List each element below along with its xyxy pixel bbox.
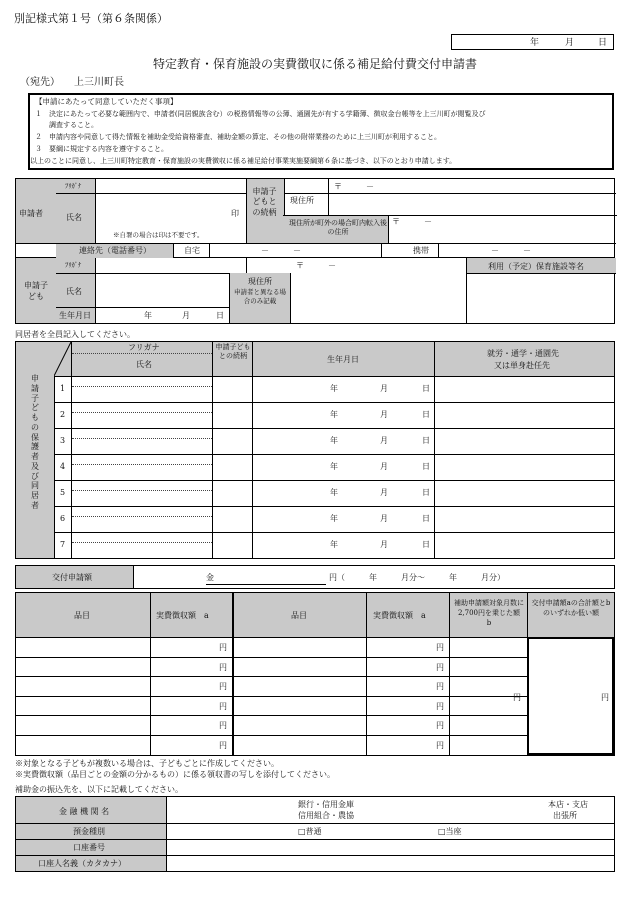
cohabitant-row[interactable] — [54, 480, 614, 507]
contact-label: 連絡先（電話番号） — [79, 246, 151, 255]
name-label: 氏名 — [66, 213, 82, 222]
corner-diagonal — [54, 342, 71, 376]
date-box[interactable] — [451, 34, 614, 50]
child-section — [15, 258, 615, 324]
row-month: 月 — [380, 410, 388, 419]
applicant-section — [15, 178, 615, 258]
item-yen-2: 円 — [436, 682, 444, 692]
item-row[interactable] — [16, 735, 527, 755]
row-year: 年 — [330, 384, 338, 393]
cohabitant-note: 同居者を全員記入してください。 — [15, 330, 135, 339]
row-number: 3 — [60, 436, 66, 445]
furigana-divider — [72, 542, 212, 543]
facility-label: 利用（予定）保育施設等名 — [488, 262, 584, 271]
child-label: 申請子ども — [24, 281, 48, 302]
applied-amount-box[interactable] — [527, 637, 614, 755]
child-address-label: 現住所 — [248, 277, 272, 286]
address-label: 現住所 — [290, 196, 314, 205]
date-day: 日 — [598, 38, 608, 48]
seal-mark: 印 — [231, 209, 239, 218]
row-month: 月 — [380, 488, 388, 497]
bank-intro: 補助金の振込先を、以下に記載してください。 — [15, 785, 183, 794]
col-work: 就労・通学・通園先 — [487, 349, 559, 358]
cohabitant-table — [15, 341, 615, 559]
item-row[interactable] — [16, 676, 527, 697]
date-month: 月 — [565, 38, 575, 48]
cohabitant-side-label: 申請子どもの保護者及び同居者 — [31, 374, 39, 510]
form-number: 別記様式第１号（第６条関係） — [14, 12, 168, 25]
toza-checkbox[interactable]: □当座 — [438, 827, 462, 836]
col-subsidy: 補助申請額対象月数に2,700円を乗じた額 b — [454, 599, 528, 627]
mobile-label: 携帯 — [413, 246, 429, 255]
bank-types-1: 銀行・信用金庫 — [298, 800, 354, 809]
branch-types-2: 出張所 — [553, 811, 577, 820]
item-yen-1: 円 — [219, 682, 227, 692]
subsidy-yen: 円 — [513, 693, 521, 702]
item-yen-1: 円 — [219, 721, 227, 731]
deposit-type-label: 預金種別 — [73, 827, 105, 836]
row-day: 日 — [422, 462, 430, 471]
col-birth: 生年月日 — [327, 355, 359, 364]
amount-kin: 金 — [206, 573, 214, 582]
row-year: 年 — [330, 488, 338, 497]
birth-month: 月 — [182, 311, 190, 320]
address-postal[interactable]: 〒 － — [334, 182, 374, 191]
note-1: ※対象となる子どもが複数いる場合は、子どもごとに作成してください。 — [15, 759, 279, 768]
row-day: 日 — [422, 488, 430, 497]
col-name: 氏名 — [136, 360, 152, 369]
furigana-divider — [72, 490, 212, 491]
item-yen-1: 円 — [219, 643, 227, 652]
furigana-divider — [72, 386, 212, 387]
birth-day: 日 — [216, 311, 224, 320]
home-phone[interactable]: － － — [261, 246, 301, 255]
row-month: 月 — [380, 540, 388, 549]
col-relation: 申請子どもとの続柄 — [215, 343, 251, 361]
row-day: 日 — [422, 436, 430, 445]
row-day: 日 — [422, 410, 430, 419]
furigana-divider — [72, 516, 212, 517]
row-year: 年 — [330, 410, 338, 419]
cohabitant-row[interactable] — [54, 506, 614, 533]
relation-label: 申請子どもとの続柄 — [252, 187, 277, 217]
item-yen-1: 円 — [219, 662, 227, 672]
out-of-town-postal[interactable]: 〒 － — [392, 217, 432, 226]
consent-item: 調査すること。 — [35, 121, 98, 129]
child-postal[interactable]: 〒 － — [296, 261, 336, 270]
futsu-checkbox[interactable]: □普通 — [298, 827, 322, 836]
amount-label: 交付申請額 — [52, 573, 92, 582]
consent-item: ３ 要綱に規定する内容を遵守すること。 — [35, 145, 168, 153]
consent-heading: 【申請にあたって同意していただく事項】 — [35, 97, 178, 106]
row-day: 日 — [422, 540, 430, 549]
child-name-label: 氏名 — [66, 287, 82, 296]
account-number-label: 口座番号 — [73, 843, 105, 852]
birth-year: 年 — [144, 311, 152, 320]
col-actual-1: 実費徴収額 a — [156, 611, 209, 620]
row-month: 月 — [380, 384, 388, 393]
cohabitant-row[interactable] — [54, 532, 614, 558]
home-label: 自宅 — [184, 246, 200, 255]
amount-input[interactable] — [206, 584, 326, 585]
row-month: 月 — [380, 462, 388, 471]
row-number: 7 — [60, 540, 66, 549]
applied-yen: 円 — [601, 693, 609, 702]
consent-item: １ 決定にあたって必要な範囲内で、申請者(同居親族含む）の税務情報等の公簿、通園先が有する学籍簿、徴収金台帳等を上三川町が閲覧及び — [35, 110, 486, 118]
note-2: ※実費徴収額（品目ごとの金額の分かるもの）に係る領収書の写しを添付してください。 — [15, 770, 335, 779]
row-day: 日 — [422, 514, 430, 523]
branch-types-1: 本店・支店 — [548, 800, 588, 809]
row-number: 5 — [60, 488, 66, 497]
row-day: 日 — [422, 384, 430, 393]
item-yen-2: 円 — [436, 643, 444, 652]
row-number: 6 — [60, 514, 66, 523]
mobile-phone[interactable]: － － — [491, 246, 531, 255]
birth-label: 生年月日 — [59, 311, 91, 320]
cohabitant-row[interactable] — [54, 454, 614, 481]
row-year: 年 — [330, 436, 338, 445]
item-yen-2: 円 — [436, 701, 444, 711]
addressee: 上三川町長 — [74, 77, 124, 88]
row-month: 月 — [380, 514, 388, 523]
account-name-label: 口座人名義（カタカナ） — [38, 859, 126, 868]
item-row[interactable] — [16, 715, 527, 736]
row-year: 年 — [330, 540, 338, 549]
col-work-sub: 又は単身赴任先 — [494, 361, 550, 370]
institution-label: 金 融 機 関 名 — [59, 807, 110, 816]
cohabitant-row[interactable] — [54, 402, 614, 429]
cohabitant-row[interactable] — [54, 376, 614, 403]
child-furigana-label: ﾌﾘｶﾞﾅ — [65, 261, 82, 269]
furigana-divider — [72, 464, 212, 465]
child-address-note: 申請者と異なる場合のみ記載 — [234, 288, 286, 305]
addressee-label: （宛先） — [20, 77, 60, 88]
row-year: 年 — [330, 462, 338, 471]
row-number: 1 — [60, 384, 66, 393]
item-row[interactable] — [16, 657, 527, 678]
item-row[interactable] — [16, 637, 527, 658]
item-yen-1: 円 — [219, 741, 227, 750]
col-item-2: 品目 — [291, 611, 307, 620]
cohabitant-row[interactable] — [54, 428, 614, 455]
row-month: 月 — [380, 436, 388, 445]
consent-box — [28, 93, 614, 170]
furigana-divider — [72, 438, 212, 439]
col-actual-2: 実費徴収額 a — [373, 611, 426, 620]
item-yen-2: 円 — [436, 741, 444, 750]
item-yen-2: 円 — [436, 721, 444, 731]
col-item-1: 品目 — [74, 611, 90, 620]
bank-types-2: 信用組合・農協 — [298, 811, 354, 820]
bank-table — [15, 796, 615, 872]
applicant-label: 申請者 — [19, 209, 43, 218]
items-table — [15, 592, 615, 756]
consent-statement: 以上のことに同意し、上三川町特定教育・保育施設の実費徴収に係る補足給付事業実施要綱第６条に基づき、以下のとおり申請します。 — [30, 157, 457, 165]
furigana-label: ﾌﾘｶﾞﾅ — [65, 182, 82, 190]
amount-row — [15, 565, 615, 589]
row-year: 年 — [330, 514, 338, 523]
seal-note: ※自署の場合は印は不要です。 — [113, 231, 204, 239]
consent-item: ２ 申請内容や同意して得た情報を補助金受給資格審査、補助金額の算定、その他の附帯業務のために上三川町が利用すること。 — [35, 133, 441, 141]
row-number: 4 — [60, 462, 66, 471]
item-yen-1: 円 — [219, 701, 227, 711]
page-title: 特定教育・保育施設の実費徴収に係る補足給付費交付申請書 — [152, 57, 477, 71]
date-year: 年 — [530, 38, 540, 48]
amount-period: 円（ 年 月分～ 年 月分） — [329, 573, 505, 582]
col-applied: 交付申請額aの合計額とbのいずれか低い額 — [531, 599, 611, 617]
out-of-town-label: 現住所が町外の場合町内転入後の住所 — [289, 219, 387, 237]
furigana-divider — [72, 412, 212, 413]
item-row[interactable] — [16, 696, 527, 717]
row-number: 2 — [60, 410, 66, 419]
col-furigana: フリガナ — [128, 343, 160, 352]
item-yen-2: 円 — [436, 662, 444, 672]
